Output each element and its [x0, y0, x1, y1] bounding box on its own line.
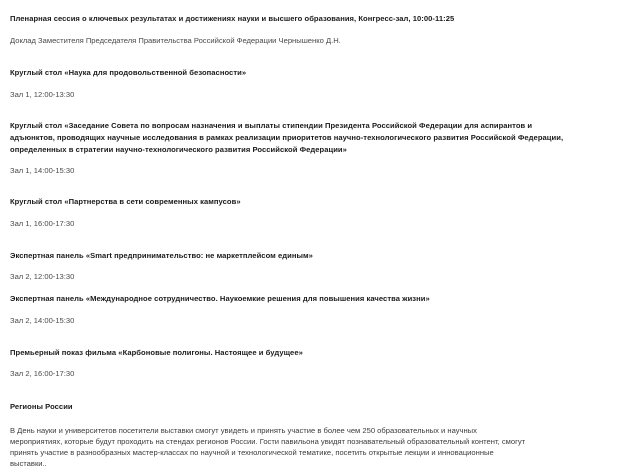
event-title: Круглый стол «Наука для продовольственной безопасности» — [10, 68, 247, 77]
section-paragraph-line: В День науки и университетов посетители выставки смогут увидеть и принять участие в более чем 250 образовательных и научных — [10, 426, 477, 435]
event-info: Зал 2, 12:00-13:30 — [10, 272, 75, 281]
event-title: Круглый стол «Партнерства в сети современных кампусов» — [10, 197, 241, 206]
event-title: Премьерный показ фильма «Карбоновые полигоны. Настоящее и будущее» — [10, 348, 303, 357]
event-title: Круглый стол «Заседание Совета по вопросам назначения и выплаты стипендии Президента Российской Федерации для аспирантов и — [10, 121, 533, 130]
section-title: Регионы России — [10, 402, 73, 411]
event-info: Доклад Заместителя Председателя Правительства Российской Федерации Чернышенко Д.Н. — [10, 36, 341, 45]
event-info: Зал 1, 12:00-13:30 — [10, 90, 75, 99]
section-paragraph-line: принять участие в разнообразных мастер-классах по научной и технологической тематике, посетить открытые лекции и инновационные — [10, 448, 494, 457]
event-title: Экспертная панель «Smart предпринимательство: не маркетплейсом единым» — [10, 251, 313, 260]
event-info: Зал 1, 14:00-15:30 — [10, 166, 75, 175]
event-info: Зал 1, 16:00-17:30 — [10, 219, 75, 228]
event-title: Экспертная панель «Международное сотрудничество. Наукоемкие решения для повышения качества жизни» — [10, 294, 430, 303]
section-paragraph-line: выставки.. — [10, 459, 47, 468]
event-info: Зал 2, 14:00-15:30 — [10, 316, 75, 325]
event-info: Зал 2, 16:00-17:30 — [10, 369, 75, 378]
event-title: адъюнктов, проводящих научные исследования в рамках реализации приоритетов научно-технологического развития Российской Федерации, — [10, 133, 564, 142]
section-paragraph-line: мероприятиях, которые будут проходить на стендах регионов России. Гости павильона увидят познавательный образовательный контент, смогут — [10, 437, 526, 446]
event-title: определенных в стратегии научно-технологического развития Российской Федерации» — [10, 145, 347, 154]
event-title: Пленарная сессия о ключевых результатах и достижениях науки и высшего образования, Конгресс-зал, 10:00-11:25 — [10, 14, 455, 23]
